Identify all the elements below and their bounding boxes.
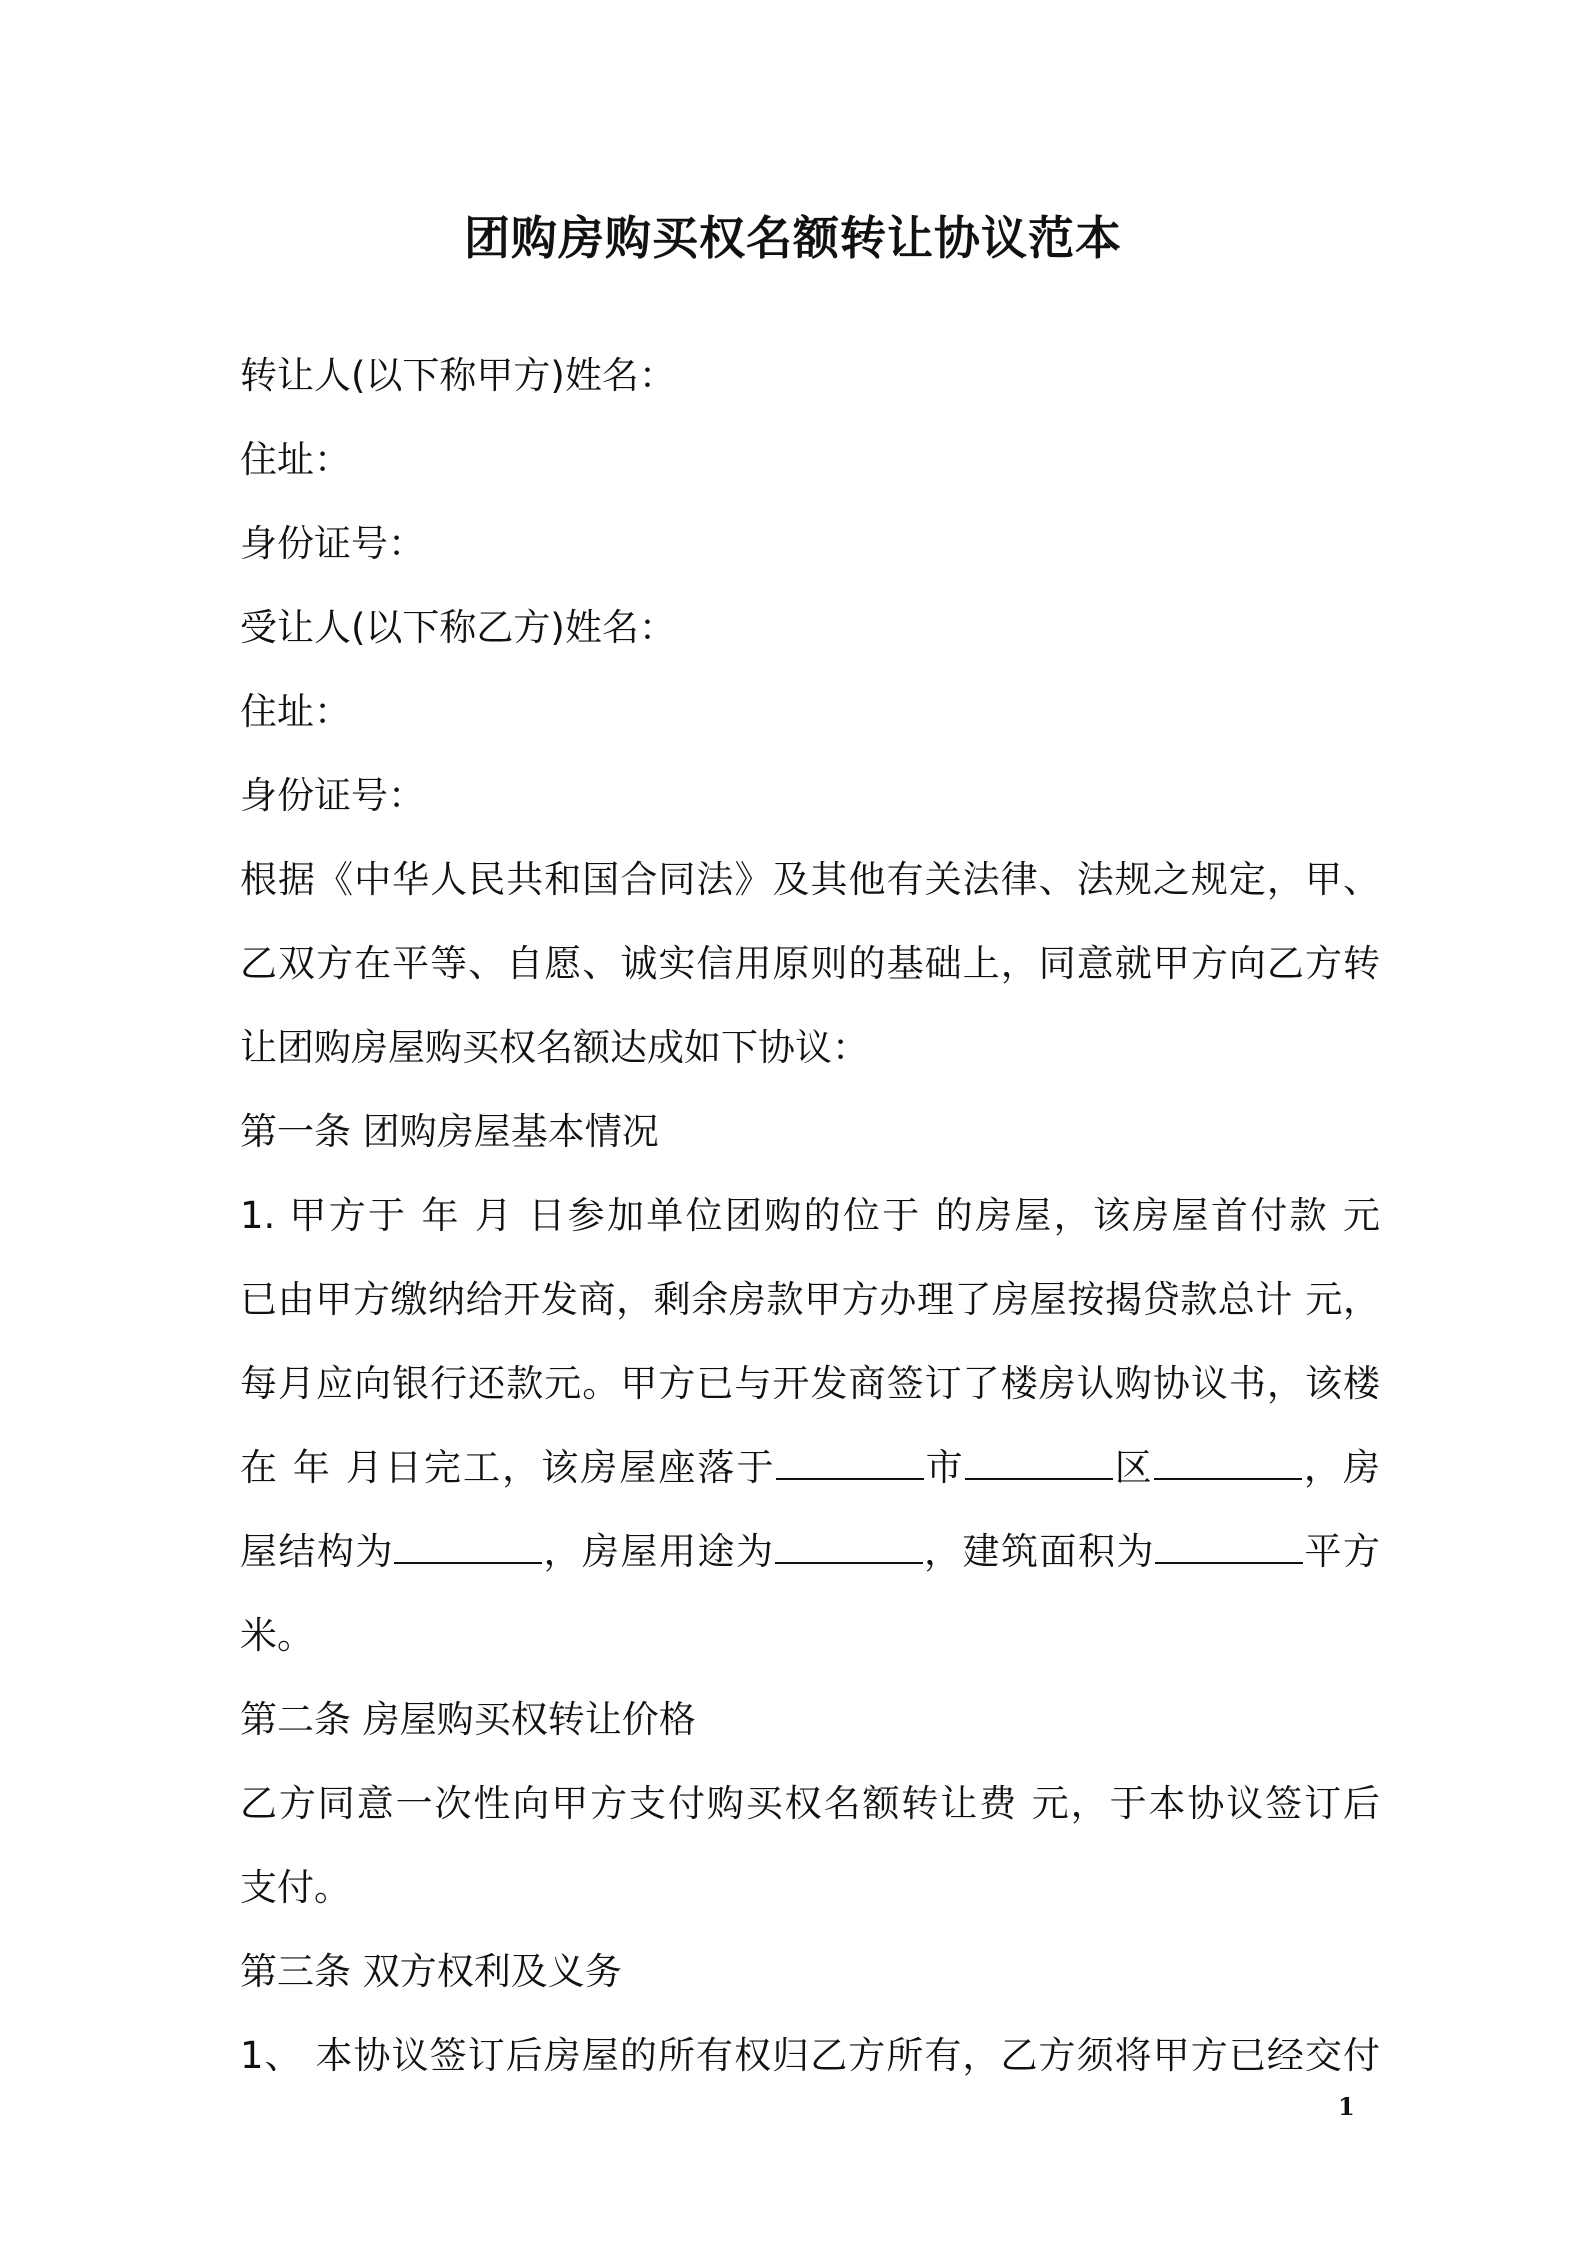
fill-blank-city xyxy=(776,1446,924,1480)
text-segment: 在 年 月日完工，该房屋座落于 xyxy=(240,1446,776,1489)
fill-blank-district xyxy=(965,1446,1113,1480)
text-segment: ，建筑面积为 xyxy=(922,1530,1155,1573)
article-1-item-1-line-2: 已由甲方缴纳给开发商，剩余房款甲方办理了房屋按揭贷款总计 元， xyxy=(240,1278,1380,1321)
transferee-id-line: 身份证号： xyxy=(240,774,425,817)
article-1-heading: 第一条 团购房屋基本情况 xyxy=(240,1110,659,1153)
text-segment: 区 xyxy=(1112,1446,1154,1489)
article-2-heading: 第二条 房屋购买权转让价格 xyxy=(240,1698,696,1741)
transferee-name-line: 受让人(以下称乙方)姓名： xyxy=(240,606,676,649)
fill-blank-structure xyxy=(394,1530,542,1564)
article-1-item-1-line-1: 1. 甲方于 年 月 日参加单位团购的位于 的房屋，该房屋首付款 元 xyxy=(240,1194,1380,1237)
article-1-item-1-line-6: 米。 xyxy=(240,1614,314,1657)
fill-blank-address xyxy=(1154,1446,1302,1480)
fill-blank-usage xyxy=(775,1530,923,1564)
document-title: 团购房购买权名额转让协议范本 xyxy=(464,211,1122,265)
preamble-line-2: 乙双方在平等、自愿、诚实信用原则的基础上，同意就甲方向乙方转 xyxy=(240,942,1380,985)
article-1-item-1-line-4 xyxy=(240,1426,1380,1510)
article-3-heading: 第三条 双方权利及义务 xyxy=(240,1950,622,1993)
transferee-address-line: 住址： xyxy=(240,690,351,733)
page-number: 1 xyxy=(1338,2092,1355,2121)
text-segment: 平方 xyxy=(1303,1530,1380,1573)
transferor-name-line: 转让人(以下称甲方)姓名： xyxy=(240,354,676,397)
text-segment: 市 xyxy=(923,1446,965,1489)
transferor-address-line: 住址： xyxy=(240,438,351,481)
preamble-line-3: 让团购房屋购买权名额达成如下协议： xyxy=(240,1026,869,1069)
article-1-item-1-line-5 xyxy=(240,1510,1380,1594)
text-segment: ，房 xyxy=(1301,1446,1380,1489)
preamble-line-1: 根据《中华人民共和国合同法》及其他有关法律、法规之规定，甲、 xyxy=(240,858,1380,901)
article-3-item-1-line-1: 1、 本协议签订后房屋的所有权归乙方所有，乙方须将甲方已经交付 xyxy=(240,2034,1380,2077)
document-body xyxy=(240,334,1380,2098)
text-segment: ，房屋用途为 xyxy=(542,1530,775,1573)
article-2-line-2: 支付。 xyxy=(240,1866,351,1909)
fill-blank-area xyxy=(1155,1530,1303,1564)
article-1-item-1-line-3: 每月应向银行还款元。甲方已与开发商签订了楼房认购协议书，该楼 xyxy=(240,1362,1380,1405)
text-segment: 屋结构为 xyxy=(240,1530,394,1573)
transferor-id-line: 身份证号： xyxy=(240,522,425,565)
article-2-line-1: 乙方同意一次性向甲方支付购买权名额转让费 元，于本协议签订后 xyxy=(240,1782,1380,1825)
